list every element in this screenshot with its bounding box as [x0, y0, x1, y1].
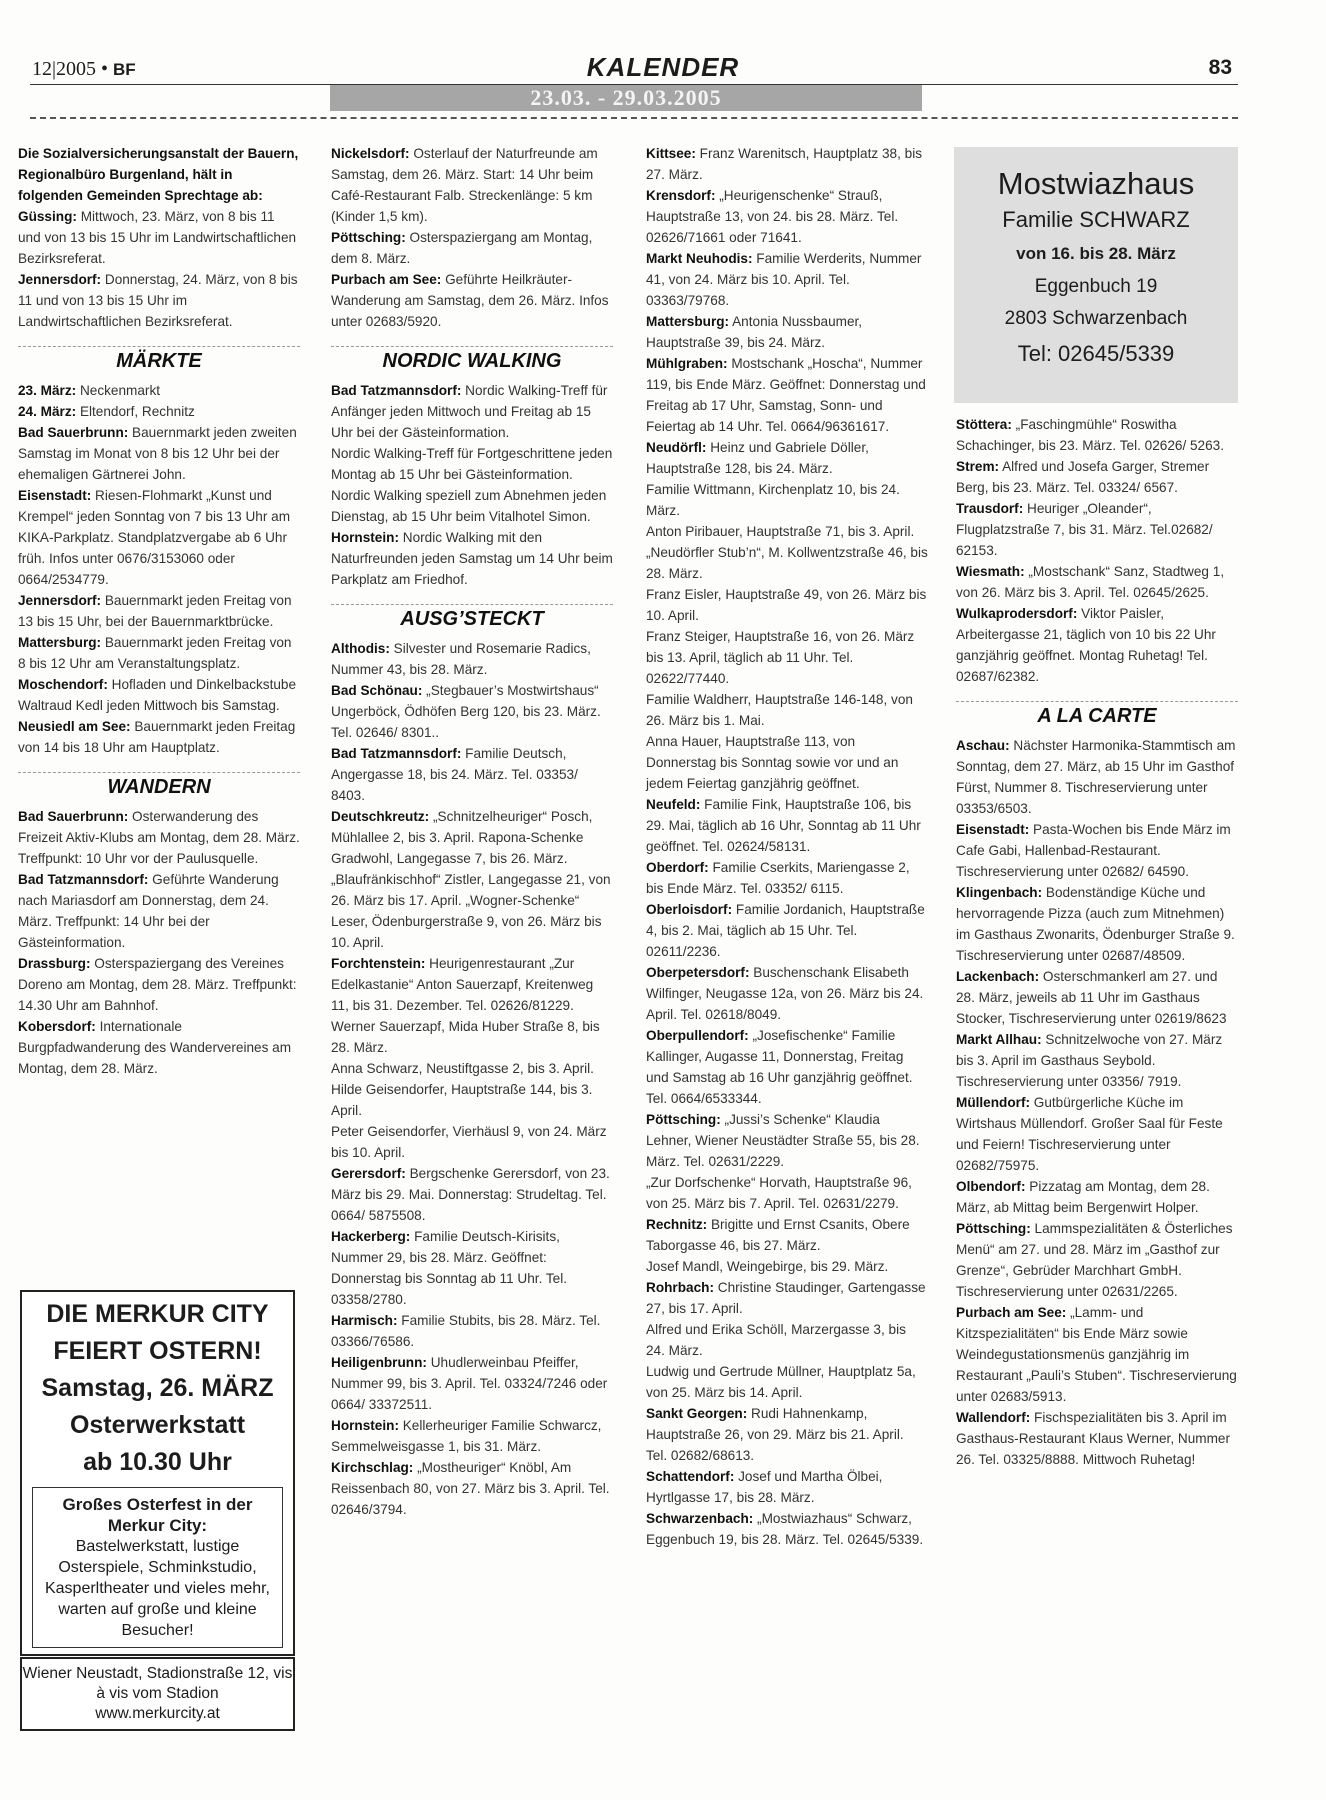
entry-text: Bauernmarkt jeden Freitag von 13 bis 15 Uhr, bei der Bauernmarktbrücke.	[18, 593, 292, 629]
ad-inner-box	[32, 1487, 283, 1648]
entry-text: Pizzatag am Montag, dem 28. März, ab Mittag beim Bergenwirt Holper.	[956, 1179, 1210, 1215]
column-1	[18, 143, 300, 1079]
entry	[646, 584, 928, 626]
merkur-address: Wiener Neustadt, Stadionstraße 12, vis à vis vom Stadion	[22, 1665, 293, 1702]
entry-place: Pöttsching:	[646, 1112, 721, 1127]
entry-text: „Lamm- und Kitzspezialitäten“ bis Ende März sowie Weindegustationsmenüs ganzjährig im Restaurant „Pauli’s Stuben“. Tischreservierung unter 02683/5913.	[956, 1305, 1237, 1404]
entry-text: Nordic Walking-Treff für Fortgeschrittene jeden Montag ab 15 Uhr bei Gästeinformation.	[331, 446, 613, 482]
entry-text: Franz Steiger, Hauptstraße 16, von 26. März bis 13. April, täglich ab 11 Uhr. Tel. 02622/77440.	[646, 629, 915, 686]
column-4	[956, 414, 1238, 1470]
entry-text: Osterlauf der Naturfreunde am Samstag, dem 26. März. Start: 14 Uhr beim Café-Restaurant Falb. Streckenlänge: 5 km (Kinder 1,5 km).	[331, 146, 598, 224]
entry	[18, 869, 300, 953]
entry	[646, 689, 928, 731]
entry	[956, 456, 1238, 498]
entry-text: Nächster Harmonika-Stammtisch am Sonntag, dem 27. März, ab 15 Uhr im Gasthof Fürst, Nummer 8. Tischreservierung unter 03353/6503.	[956, 738, 1236, 816]
entry	[956, 1218, 1238, 1302]
col3-entries	[646, 143, 928, 1550]
entry	[646, 1319, 928, 1361]
entry	[646, 794, 928, 857]
entry	[331, 1163, 613, 1226]
entry-text: Nordic Walking mit den Naturfreunden jeden Samstag um 14 Uhr beim Parkplatz am Friedhof.	[331, 530, 613, 587]
entry-place: Purbach am See:	[956, 1305, 1067, 1320]
entry-text: Alfred und Erika Schöll, Marzergasse 3, bis 24. März.	[646, 1322, 906, 1358]
entry	[646, 962, 928, 1025]
entry-place: Bad Sauerbrunn:	[18, 809, 129, 824]
entry	[18, 806, 300, 869]
entry-text: Rudi Hahnenkamp, Hauptstraße 26, von 29. März bis 21. April. Tel. 02682/68613.	[646, 1406, 904, 1463]
entry-text: Neckenmarkt	[76, 383, 161, 398]
entry-text: Kellerheuriger Familie Schwarcz, Semmelweisgasse 1, bis 31. März.	[331, 1418, 602, 1454]
entry	[956, 735, 1238, 819]
entry-place: Bad Sauerbrunn:	[18, 425, 129, 440]
entry-place: Klingenbach:	[956, 885, 1043, 900]
entry-place: 24. März:	[18, 404, 77, 419]
mw-street: Eggenbuch 19	[1034, 276, 1158, 297]
entry	[18, 674, 300, 716]
entry-place: Stöttera:	[956, 417, 1012, 432]
mw-phone: Tel: 02645/5339	[1017, 341, 1175, 366]
entry-place: Müllendorf:	[956, 1095, 1030, 1110]
entry	[331, 638, 613, 680]
entry-place: Markt Allhau:	[956, 1032, 1042, 1047]
entry	[646, 353, 928, 437]
entry	[331, 527, 613, 590]
entry-text: Ludwig und Gertrude Müllner, Hauptplatz 5a, von 25. März bis 14. April.	[646, 1364, 916, 1400]
entry	[331, 1352, 613, 1415]
entry-place: Bad Tatzmannsdorf:	[331, 746, 462, 761]
entry	[646, 1109, 928, 1172]
date-range-bar: 23.03. - 29.03.2005	[330, 85, 922, 111]
entry-text: „Zur Dorfschenke“ Horvath, Hauptstraße 96, von 25. März bis 7. April. Tel. 02631/2279.	[646, 1175, 912, 1211]
entry-text: Bauernmarkt jeden zweiten Samstag im Monat von 8 bis 12 Uhr bei der ehemaligen Gärtnerei John.	[18, 425, 297, 482]
entry-place: Aschau:	[956, 738, 1010, 753]
entry-place: Eisenstadt:	[956, 822, 1030, 837]
entry-place: Gerersdorf:	[331, 1166, 406, 1181]
entry-place: Kittsee:	[646, 146, 696, 161]
entry	[331, 1415, 613, 1457]
entry-place: Mühlgraben:	[646, 356, 728, 371]
entry-place: Bad Tatzmannsdorf:	[18, 872, 149, 887]
entry-text: Internationale Burgpfadwanderung des Wandervereines am Montag, dem 28. März.	[18, 1019, 292, 1076]
magazine-logo: BF	[113, 60, 136, 79]
entry	[646, 1277, 928, 1319]
entry-place: Bad Tatzmannsdorf:	[331, 383, 462, 398]
merkur-address-box	[20, 1657, 295, 1731]
entry	[331, 485, 613, 527]
entry	[956, 1029, 1238, 1092]
entry	[956, 819, 1238, 882]
entry	[331, 1058, 613, 1079]
entry	[18, 380, 300, 401]
entry-text: Christine Staudinger, Gartengasse 27, bis 17. April.	[646, 1280, 926, 1316]
entry-text: Franz Warenitsch, Hauptplatz 38, bis 27. März.	[646, 146, 923, 182]
mw-dates: von 16. bis 28. März	[1016, 244, 1176, 263]
entry-place: Hackerberg:	[331, 1229, 411, 1244]
alacarte-entries	[956, 735, 1238, 1470]
entry	[18, 206, 300, 269]
entry	[331, 953, 613, 1016]
entry	[646, 731, 928, 794]
entry-place: Markt Neuhodis:	[646, 251, 753, 266]
entry-text: „Neudörfler Stub’n“, M. Kollwentzstraße 46, bis 28. März.	[646, 545, 928, 581]
entry	[956, 1407, 1238, 1470]
entry	[956, 561, 1238, 603]
entry-text: Familie Werderits, Nummer 41, von 24. März bis 10. April. Tel. 03363/79768.	[646, 251, 922, 308]
entry-place: Wallendorf:	[956, 1410, 1031, 1425]
entry-text: Familie Wittmann, Kirchenplatz 10, bis 24. März.	[646, 482, 900, 518]
entry	[956, 1302, 1238, 1407]
ad-line-1: DIE MERKUR CITY	[46, 1300, 269, 1328]
entry	[646, 1403, 928, 1466]
entry-text: Heinz und Gabriele Döller, Hauptstraße 128, bis 24. März.	[646, 440, 869, 476]
entry-text: Nordic Walking-Treff für Anfänger jeden Mittwoch und Freitag ab 15 Uhr bei der Gästeinformation.	[331, 383, 608, 440]
entry-place: Hornstein:	[331, 530, 399, 545]
entry-place: Kirchschlag:	[331, 1460, 414, 1475]
entry	[18, 485, 300, 590]
entry-text: Viktor Paisler, Arbeitergasse 21, täglich von 10 bis 22 Uhr ganzjährig geöffnet. Montag Ruhetag! Tel. 02687/62382.	[956, 606, 1216, 684]
entry-place: Lackenbach:	[956, 969, 1040, 984]
entry-text: Hofladen und Dinkelbackstube Waltraud Kedl jeden Mittwoch bis Samstag.	[18, 677, 297, 713]
entry	[646, 857, 928, 899]
entry-place: Wiesmath:	[956, 564, 1025, 579]
entry	[331, 1121, 613, 1163]
entry-text: Familie Cserkits, Mariengasse 2, bis Ende März. Tel. 03352/ 6115.	[646, 860, 910, 896]
ad-line-5: ab 10.30 Uhr	[83, 1448, 232, 1476]
entry-text: Nordic Walking speziell zum Abnehmen jeden Dienstag, ab 15 Uhr beim Vitalhotel Simon.	[331, 488, 607, 524]
entry-place: Drassburg:	[18, 956, 91, 971]
entry-text: „Mostwiazhaus“ Schwarz, Eggenbuch 19, bis 28. März. Tel. 02645/5339.	[646, 1511, 924, 1547]
entry-text: Peter Geisendorfer, Vierhäusl 9, von 24. März bis 10. April.	[331, 1124, 607, 1160]
entry	[646, 479, 928, 521]
entry-place: Eisenstadt:	[18, 488, 92, 503]
entry-place: Bad Schönau:	[331, 683, 423, 698]
entry-place: Krensdorf:	[646, 188, 716, 203]
entry-text: Familie Deutsch-Kirisits, Nummer 29, bis 28. März. Geöffnet: Donnerstag bis Sonntag ab 11 Uhr. Tel. 03358/2780.	[331, 1229, 568, 1307]
entry	[646, 1025, 928, 1109]
entry-text: Werner Sauerzapf, Mida Huber Straße 8, bis 28. März.	[331, 1019, 600, 1055]
intro-entries	[18, 206, 300, 332]
column-2	[331, 143, 613, 1520]
entry-text: „Mostheuriger“ Knöbl, Am Reissenbach 80, von 27. März bis 3. April. Tel. 02646/3794.	[331, 1460, 610, 1517]
entry-place: Sankt Georgen:	[646, 1406, 748, 1421]
page-title: KALENDER	[586, 52, 740, 82]
entry	[646, 1361, 928, 1403]
entry	[956, 966, 1238, 1029]
entry-text: Familie Jordanich, Hauptstraße 4, bis 2. Mai, täglich ab 15 Uhr. Tel. 02611/2236.	[646, 902, 925, 959]
entry	[331, 806, 613, 953]
entry-text: Hilde Geisendorfer, Hauptstraße 144, bis 3. April.	[331, 1082, 593, 1118]
entry-place: Oberloisdorf:	[646, 902, 733, 917]
entry	[956, 1176, 1238, 1218]
entry-place: Oberdorf:	[646, 860, 709, 875]
entry-place: Oberpetersdorf:	[646, 965, 750, 980]
entry-place: Schattendorf:	[646, 1469, 735, 1484]
entry	[18, 953, 300, 1016]
entry-text: Fischspezialitäten bis 3. April im Gasthaus-Restaurant Klaus Werner, Nummer 26. Tel. 03325/8888. Mittwoch Ruhetag!	[956, 1410, 1230, 1467]
entry	[331, 1079, 613, 1121]
entry	[956, 603, 1238, 687]
entry-text: Familie Deutsch, Angergasse 18, bis 24. März. Tel. 03353/ 8403.	[331, 746, 578, 803]
entry	[956, 498, 1238, 561]
entry	[331, 1310, 613, 1352]
entry-place: Wulkaprodersdorf:	[956, 606, 1078, 621]
section-heading-nordic-walking: NORDIC WALKING	[331, 346, 613, 375]
entry-place: 23. März:	[18, 383, 77, 398]
entry-place: Rechnitz:	[646, 1217, 708, 1232]
entry-place: Althodis:	[331, 641, 390, 656]
entry-place: Jennersdorf:	[18, 593, 102, 608]
section-heading-wandern: WANDERN	[18, 772, 300, 801]
entry	[331, 380, 613, 443]
entry-place: Güssing:	[18, 209, 77, 224]
entry-place: Jennersdorf:	[18, 272, 102, 287]
entry-text: Gutbürgerliche Küche im Wirtshaus Müllendorf. Großer Saal für Feste und Feiern! Tischreservierung unter 02682/75975.	[956, 1095, 1223, 1173]
entry	[646, 437, 928, 479]
entry	[331, 143, 613, 227]
entry-text: Donnerstag, 24. März, von 8 bis 11 und von 13 bis 15 Uhr im Landwirtschaftlichen Bezirksreferat.	[18, 272, 298, 329]
entry	[646, 521, 928, 542]
entry-text: Alfred und Josefa Garger, Stremer Berg, bis 23. März. Tel. 03324/ 6567.	[956, 459, 1210, 495]
entry	[331, 680, 613, 743]
entry	[956, 414, 1238, 456]
entry-text: Silvester und Rosemarie Radics, Nummer 43, bis 28. März.	[331, 641, 591, 677]
maerkte-entries	[18, 380, 300, 758]
entry-text: „Jussi’s Schenke“ Klaudia Lehner, Wiener Neustädter Straße 55, bis 28. März. Tel. 02631/2229.	[646, 1112, 920, 1169]
entry-place: Oberpullendorf:	[646, 1028, 749, 1043]
entry-place: Rohrbach:	[646, 1280, 714, 1295]
entry-place: Neusiedl am See:	[18, 719, 131, 734]
mw-family: Familie SCHWARZ	[1002, 207, 1190, 232]
entry	[646, 1466, 928, 1508]
entry-text: Josef Mandl, Weingebirge, bis 29. März.	[646, 1259, 889, 1274]
entry-text: Schnitzelwoche von 27. März bis 3. April im Gasthaus Seybold. Tischreservierung unter 03356/ 7919.	[956, 1032, 1223, 1089]
entry-text: Osterschmankerl am 27. und 28. März, jeweils ab 11 Uhr im Gasthaus Stocker, Tischreservierung unter 02619/8623	[956, 969, 1227, 1026]
issue-number: 12|2005 •	[32, 58, 109, 80]
entry-text: Anna Hauer, Hauptstraße 113, von Donnerstag bis Sonntag sowie vor und an jedem Feiertag ganzjährig geöffnet.	[646, 734, 899, 791]
merkur-url[interactable]: www.merkurcity.at	[95, 1705, 220, 1722]
entry-text: Familie Stubits, bis 28. März. Tel. 03366/76586.	[331, 1313, 601, 1349]
entry-text: Pasta-Wochen bis Ende März im Cafe Gabi, Hallenbad-Restaurant. Tischreservierung unter 02682/ 64590.	[956, 822, 1231, 879]
col2-top-entries	[331, 143, 613, 332]
entry-place: Mattersburg:	[18, 635, 102, 650]
entry-text: Familie Fink, Hauptstraße 106, bis 29. Mai, täglich ab 16 Uhr, Sonntag ab 11 Uhr geöffnet. Tel. 02624/58131.	[646, 797, 921, 854]
entry	[18, 422, 300, 485]
entry	[646, 1172, 928, 1214]
col4-top-entries	[956, 414, 1238, 687]
entry-text: Osterspaziergang des Vereines Doreno am Montag, dem 28. März. Treffpunkt: 14.30 Uhr am Bahnhof.	[18, 956, 297, 1013]
entry-text: Bergschenke Gerersdorf, von 23. März bis 29. Mai. Donnerstag: Strudeltag. Tel. 0664/ 5875508.	[331, 1166, 610, 1223]
entry-place: Moschendorf:	[18, 677, 108, 692]
entry	[18, 401, 300, 422]
entry-text: Osterwanderung des Freizeit Aktiv-Klubs am Montag, dem 28. März. Treffpunkt: 10 Uhr vor der Paulusquelle.	[18, 809, 300, 866]
entry-text: Lammspezialitäten & Österliches Menü“ am 27. und 28. März im „Gasthof zur Grenze“, Gebrüder Marchhart GmbH. Tischreservierung unter 02631/2265.	[956, 1221, 1233, 1299]
ad-inner-heading: Großes Osterfest in der Merkur City:	[62, 1495, 253, 1535]
entry	[646, 1214, 928, 1256]
entry-text: „Josefischenke“ Familie Kallinger, Augasse 11, Donnerstag, Freitag und Samstag ab 16 Uhr ganzjährig geöffnet. Tel. 0664/6533344.	[646, 1028, 913, 1106]
entry-place: Trausdorf:	[956, 501, 1024, 516]
entry-place: Pöttsching:	[331, 230, 406, 245]
entry-place: Pöttsching:	[956, 1221, 1031, 1236]
entry-text: Buschenschank Elisabeth Wilfinger, Neugasse 12a, von 26. März bis 24. April. Tel. 02618/8049.	[646, 965, 924, 1022]
entry	[646, 542, 928, 584]
entry-place: Hornstein:	[331, 1418, 399, 1433]
wandern-entries	[18, 806, 300, 1079]
entry	[331, 1457, 613, 1520]
entry-text: Heurigenrestaurant „Zur Edelkastanie“ Anton Sauerzapf, Kreitenweg 11, bis 31. Dezember. Tel. 02626/81229.	[331, 956, 594, 1013]
entry-text: „Schnitzelheuriger“ Posch, Mühlallee 2, bis 3. April. Rapona-Schenke Gradwohl, Langegasse 7, bis 26. März. „Blaufränkischhof“ Zistler, Langegasse 21, von 26. März bis 17. April. „Wogner-Schenke“ Leser, Ödenburgerstraße 9, von 26. März bis 10. April.	[331, 809, 611, 950]
entry-place: Olbendorf:	[956, 1179, 1026, 1194]
entry	[956, 1092, 1238, 1176]
entry	[331, 743, 613, 806]
intro-lead: Die Sozialversicherungsanstalt der Bauern, Regionalbüro Burgenland, hält in folgenden Gemeinden Sprechtage ab:	[18, 146, 299, 203]
ad-line-2: FEIERT OSTERN!	[53, 1337, 262, 1365]
entry	[646, 248, 928, 311]
entry-place: Purbach am See:	[331, 272, 442, 287]
merkur-city-ad	[20, 1290, 295, 1656]
entry-place: Heiligenbrunn:	[331, 1355, 427, 1370]
entry-text: Josef und Martha Ölbei, Hyrtlgasse 17, bis 28. März.	[646, 1469, 883, 1505]
entry-place: Nickelsdorf:	[331, 146, 410, 161]
section-heading-maerkte: MÄRKTE	[18, 346, 300, 375]
entry-text: Antonia Nussbaumer, Hauptstraße 39, bis 24. März.	[646, 314, 863, 350]
entry	[646, 185, 928, 248]
ad-line-3: Samstag, 26. MÄRZ	[41, 1374, 274, 1402]
header-dashed-rule	[30, 117, 1238, 119]
entry-place: Deutschkreutz:	[331, 809, 430, 824]
entry	[646, 143, 928, 185]
entry	[331, 443, 613, 485]
entry-text: Bauernmarkt jeden Freitag von 14 bis 18 Uhr am Hauptplatz.	[18, 719, 296, 755]
entry-text: Bodenständige Küche und hervorragende Pizza (auch zum Mitnehmen) im Gasthaus Zwonarits, Ödenburger Straße 9. Tischreservierung unter 02687/48509.	[956, 885, 1235, 963]
entry-text: Mostschank „Hoscha“, Nummer 119, bis Ende März. Geöffnet: Donnerstag und Freitag ab 17 Uhr, Samstag, Sonn- und Feiertag ab 14 Uhr. Tel. 0664/96361617.	[646, 356, 926, 434]
entry-text: Mittwoch, 23. März, von 8 bis 11 und von 13 bis 15 Uhr im Landwirtschaftlichen Bezirksreferat.	[18, 209, 297, 266]
entry-place: Mattersburg:	[646, 314, 730, 329]
entry	[646, 311, 928, 353]
entry	[646, 1256, 928, 1277]
entry	[331, 1226, 613, 1310]
entry-text: Uhudlerweinbau Pfeiffer, Nummer 99, bis 3. April. Tel. 03324/7246 oder 0664/ 33372511.	[331, 1355, 608, 1412]
entry-place: Strem:	[956, 459, 1000, 474]
entry-text: „Faschingmühle“ Roswitha Schachinger, bis 23. März. Tel. 02626/ 5263.	[956, 417, 1225, 453]
entry	[646, 626, 928, 689]
entry-text: Brigitte und Ernst Csanits, Obere Taborgasse 46, bis 27. März.	[646, 1217, 910, 1253]
entry-text: Anton Piribauer, Hauptstraße 71, bis 3. April.	[646, 524, 915, 539]
entry	[646, 899, 928, 962]
entry-text: Familie Waldherr, Hauptstraße 146-148, von 26. März bis 1. Mai.	[646, 692, 913, 728]
entry-text: Riesen-Flohmarkt „Kunst und Krempel“ jeden Sonntag von 7 bis 13 Uhr am KIKA-Parkplatz. Standplatzvergabe ab 6 Uhr früh. Infos unter 0676/3153060 oder 0664/2534779.	[18, 488, 291, 587]
entry-text: Geführte Wanderung nach Mariasdorf am Donnerstag, dem 24. März. Treffpunkt: 14 Uhr bei der Gästeinformation.	[18, 872, 279, 950]
entry-text: Geführte Heilkräuter-Wanderung am Samstag, dem 26. März. Infos unter 02683/5920.	[331, 272, 609, 329]
entry	[18, 590, 300, 632]
section-heading-ausgsteckt: AUSG’STECKT	[331, 604, 613, 633]
entry-text: Heuriger „Oleander“, Flugplatzstraße 7, bis 31. März. Tel.02682/ 62153.	[956, 501, 1213, 558]
page-number: 83	[1208, 56, 1232, 79]
entry	[331, 1016, 613, 1058]
entry-place: Neudörfl:	[646, 440, 707, 455]
entry	[18, 716, 300, 758]
ad-line-4: Osterwerkstatt	[69, 1411, 246, 1439]
entry	[331, 227, 613, 269]
entry	[956, 882, 1238, 966]
entry-text: „Stegbauer’s Mostwirtshaus“ Ungerböck, Ödhöfen Berg 120, bis 23. März. Tel. 02646/ 8301..	[331, 683, 601, 740]
entry-place: Schwarzenbach:	[646, 1511, 754, 1526]
entry-text: „Mostschank“ Sanz, Stadtweg 1, von 26. März bis 3. April. Tel. 02645/2625.	[956, 564, 1225, 600]
entry-place: Neufeld:	[646, 797, 701, 812]
mw-name: Mostwiazhaus	[997, 166, 1195, 201]
entry	[18, 269, 300, 332]
entry-text: „Heurigenschenke“ Strauß, Hauptstraße 13, von 24. bis 28. März. Tel. 02626/71661 oder 71641.	[646, 188, 899, 245]
entry-text: Osterspaziergang am Montag, dem 8. März.	[331, 230, 593, 266]
entry-text: Bauernmarkt jeden Freitag von 8 bis 12 Uhr am Veranstaltungsplatz.	[18, 635, 292, 671]
entry-text: Eltendorf, Rechnitz	[76, 404, 195, 419]
entry-place: Forchtenstein:	[331, 956, 426, 971]
entry-place: Kobersdorf:	[18, 1019, 96, 1034]
entry	[331, 269, 613, 332]
entry-text: Franz Eisler, Hauptstraße 49, von 26. März bis 10. April.	[646, 587, 927, 623]
mw-town: 2803 Schwarzenbach	[1004, 308, 1188, 329]
ad-inner-text: Bastelwerkstatt, lustige Osterspiele, Schminkstudio, Kasperltheater und vieles mehr, warten auf große und kleine Besucher!	[44, 1538, 270, 1639]
entry	[18, 1016, 300, 1079]
section-heading-a-la-carte: A LA CARTE	[956, 701, 1238, 730]
ausgsteckt-entries	[331, 638, 613, 1520]
nordic-entries	[331, 380, 613, 590]
mostwiazhaus-ad	[954, 147, 1238, 403]
entry	[646, 1508, 928, 1550]
column-3	[646, 143, 928, 1550]
entry-place: Harmisch:	[331, 1313, 398, 1328]
entry-text: Anna Schwarz, Neustiftgasse 2, bis 3. April.	[331, 1061, 594, 1076]
entry	[18, 632, 300, 674]
